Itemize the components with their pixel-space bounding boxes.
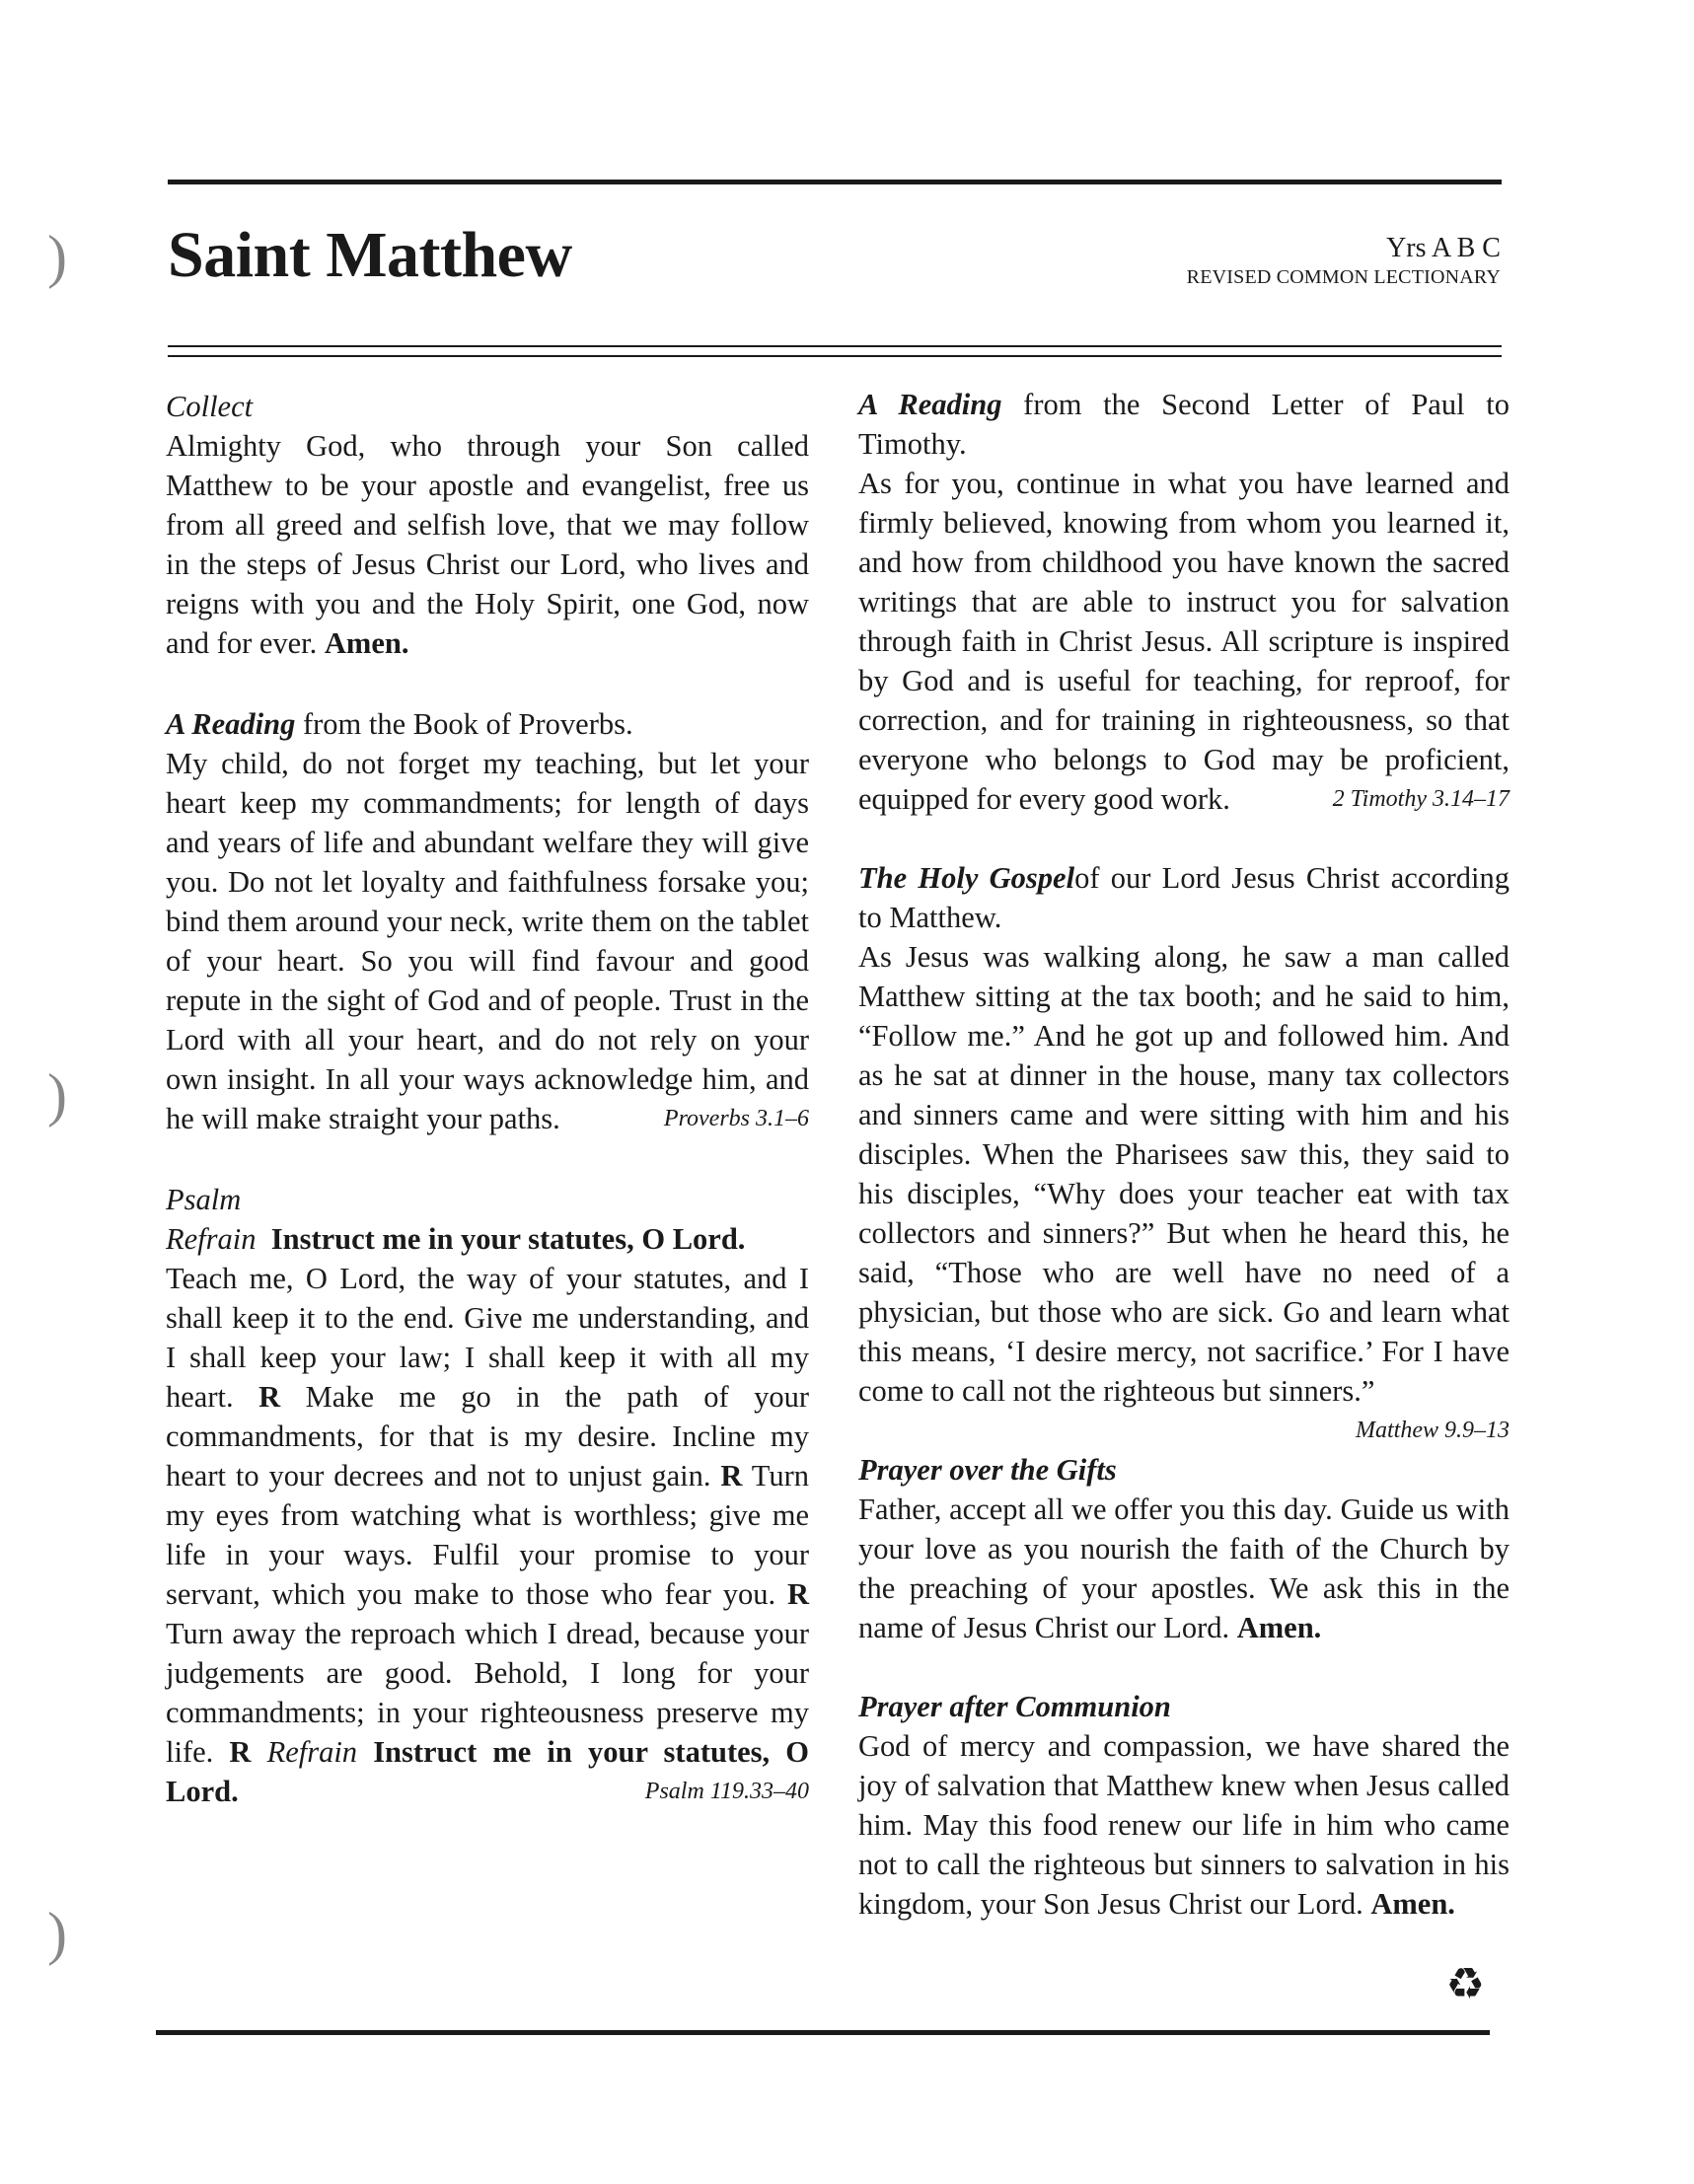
page-title: Saint Matthew [168,219,572,291]
punch-hole-mark: ) [47,224,67,289]
timothy-citation: 2 Timothy 3.14–17 [1332,786,1510,812]
proverbs-heading [166,704,809,744]
response-mark: R [720,1459,743,1492]
proverbs-body: My child, do not forget my teaching, but let your heart keep my commandments; for length of days and years of life and abundant welfare they will give you. Do not let loyalty and faithfulness forsake you; bind them around your neck, write them on the tablet of your heart. So you will find favour and good repute in the sight of God and of people. Trust in the Lord with all your heart, and do not rely on your own insight. In all your ways acknowledge him, and he will make straight your paths. [166,747,809,1135]
proverbs-heading-rest: from the Book of Proverbs. [302,707,633,741]
collect-heading: Collect [166,390,254,423]
timothy-heading-rest: from the Second Letter of Paul to Timothy. [858,388,1510,461]
lectionary-meta [1187,231,1501,290]
gifts-heading: Prayer over the Gifts [858,1453,1117,1487]
psalm-section [166,1180,809,1811]
response-mark: R [258,1380,281,1414]
gifts-text [858,1490,1510,1647]
proverbs-citation: Proverbs 3.1–6 [663,1106,809,1131]
communion-text [858,1726,1510,1924]
collect-amen: Amen. [324,626,409,660]
gospel-citation: Matthew 9.9–13 [1356,1418,1510,1443]
years-label: Yrs A B C [1386,233,1501,263]
communion-body: God of mercy and compassion, we have shared the joy of salvation that Matthew knew when Jesus called him. May this food renew our life in him who came not to call the righteous but sinners to salvation in his kingdom, your Son Jesus Christ our Lord. [858,1729,1510,1921]
gospel-heading-bold: The Holy Gospel [858,861,1075,895]
gifts-section [858,1450,1510,1647]
response-mark: R [786,1577,809,1611]
refrain-label: Refrain [166,1222,257,1256]
gifts-body: Father, accept all we offer you this day. Guide us with your love as you nourish the faith of the Church by the preaching of your apostles. We ask this in the name of Jesus Christ our Lord. [858,1492,1510,1644]
response-mark: R [229,1735,252,1769]
bottom-rule [156,2030,1490,2035]
gifts-amen: Amen. [1236,1611,1322,1644]
title-rule-lower [168,355,1502,357]
left-column [166,387,809,1851]
proverbs-section [166,704,809,1138]
psalm-verse-3: Turn my eyes from watching what is worthless; give me life in your ways. Fulfil your promise to your servant, which you make to those who fear you. [166,1459,810,1611]
top-rule [168,180,1502,184]
lectionary-label: REVISED COMMON LECTIONARY [1186,266,1501,288]
gospel-heading [858,858,1510,937]
psalm-refrain [166,1219,809,1259]
collect-body: Almighty God, who through your Son called Matthew to be your apostle and evangelist, free us from all greed and selfish love, that we may follow in the steps of Jesus Christ our Lord, who lives and reigns with you and the Holy Spirit, one God, now and for ever. [166,429,809,660]
timothy-text [858,464,1510,819]
psalm-text [166,1259,809,1811]
gospel-heading-rest: of our Lord Jesus Christ according to Matthew. [858,861,1510,934]
recycle-icon: ♻ [1445,1960,1485,2008]
timothy-body: As for you, continue in what you have learned and firmly believed, knowing from whom you learned it, and how from childhood you have known the sacred writings that are able to instruct you for salvation through faith in Christ Jesus. All scripture is inspired by God and is useful for teaching, for reproof, for correction, and for training in righteousness, so that everyone who belongs to God may be proficient, equipped for every good work. [858,467,1510,816]
collect-text [166,426,809,663]
timothy-section [858,385,1510,819]
communion-heading: Prayer after Communion [858,1690,1171,1723]
psalm-heading: Psalm [166,1183,242,1216]
proverbs-text [166,744,809,1138]
timothy-heading-bold: A Reading [858,388,1002,421]
refrain-text: Instruct me in your statutes, O Lord. [270,1222,746,1256]
psalm-verse-4: Turn away the reproach which I dread, because your judgements are good. Behold, I long for your commandments; in your righteousness preserve my life. [166,1617,809,1769]
gospel-section [858,858,1510,1443]
psalm-citation: Psalm 119.33–40 [644,1779,809,1804]
punch-hole-mark: ) [47,1062,67,1128]
refrain-text-end: Instruct me in your statutes, O Lord. [166,1735,809,1808]
psalm-verse-2: Make me go in the path of your commandments, for that is my desire. Incline my heart to your decrees and not to unjust gain. [166,1380,809,1492]
title-rule-upper [168,345,1502,347]
proverbs-heading-bold: A Reading [166,707,296,741]
refrain-label-end: Refrain [266,1735,358,1769]
communion-section [858,1687,1510,1924]
right-column [858,385,1510,1963]
psalm-verse-1: Teach me, O Lord, the way of your statutes, and I shall keep it to the end. Give me understanding, and I shall keep your law; I shall keep it with all my heart. [166,1262,809,1414]
punch-hole-mark: ) [47,1901,67,1966]
collect-section [166,387,809,663]
communion-amen: Amen. [1370,1887,1455,1921]
timothy-heading [858,385,1510,464]
gospel-text [858,937,1510,1443]
gospel-body: As Jesus was walking along, he saw a man called Matthew sitting at the tax booth; and he said to him, “Follow me.” And he got up and followed him. And as he sat at dinner in the house, many tax collectors and sinners came and were sitting with him and his disciples. When the Pharisees saw this, they said to his disciples, “Why does your teacher eat with tax collectors and sinners?” But when he heard this, he said, “Those who are well have no need of a physician, but those who are sick. Go and learn what this means, ‘I desire mercy, not sacrifice.’ For I have come to call not the righteous but sinners.” [858,940,1510,1408]
